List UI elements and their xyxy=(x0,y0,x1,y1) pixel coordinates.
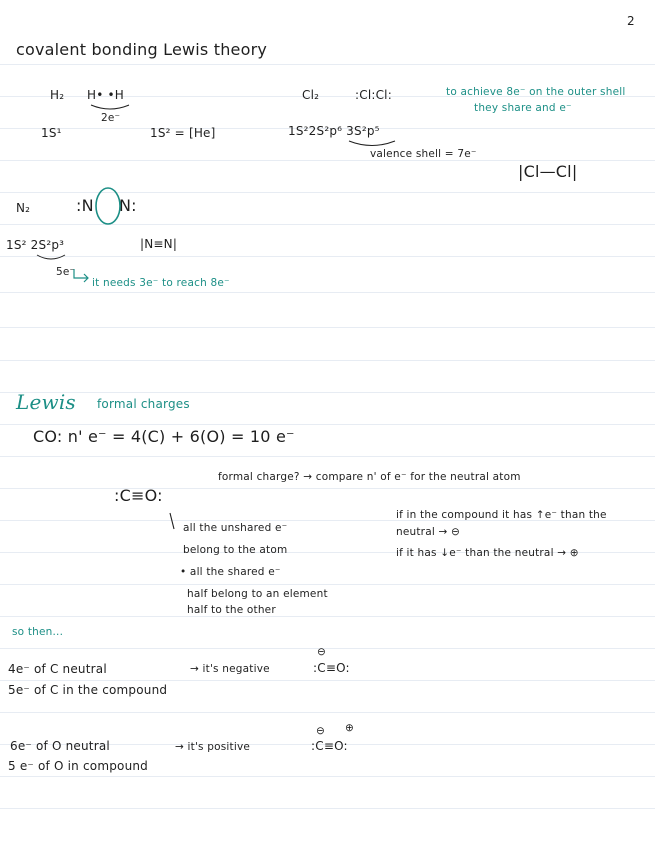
n2-lewis-left: :N xyxy=(76,196,94,215)
cl-note-line2: they share and e⁻ xyxy=(474,102,572,114)
c-charge: ⊖ xyxy=(317,646,326,658)
he-config: 1S² = [He] xyxy=(150,126,216,140)
rule-line xyxy=(0,360,655,361)
c-result: → it's negative xyxy=(190,663,270,675)
n-config-bracket xyxy=(36,254,66,262)
cl-note-line1: to achieve 8e⁻ on the outer shell xyxy=(446,86,626,98)
formal-heading-lewis: Lewis xyxy=(16,390,76,414)
rule1-line-a: all the unshared e⁻ xyxy=(183,522,288,534)
condition1-line-b: neutral → ⊖ xyxy=(396,526,461,538)
so-then: so then... xyxy=(12,626,64,638)
rule-line xyxy=(0,616,655,617)
rule-line xyxy=(0,456,655,457)
n-valence: 5e⁻ xyxy=(56,266,76,278)
rule-line xyxy=(0,160,655,161)
condition1-line-a: if in the compound it has ↑e⁻ than the xyxy=(396,509,607,521)
o-charge-o: ⊕ xyxy=(345,722,354,734)
co-structure: :C≡O: xyxy=(114,486,163,505)
o-charge-c: ⊖ xyxy=(316,725,325,737)
cl2-label: Cl₂ xyxy=(302,88,320,102)
h2-electrons: 2e⁻ xyxy=(101,112,121,124)
formal-question: formal charge? → compare n' of e⁻ for the neutral atom xyxy=(218,471,521,483)
cl2-bond: |Cl—Cl| xyxy=(518,162,578,181)
rule-line xyxy=(0,327,655,328)
rule-line xyxy=(0,256,655,257)
rule-line xyxy=(0,712,655,713)
o-neutral: 6e⁻ of O neutral xyxy=(10,739,110,753)
covalent-heading: covalent bonding Lewis theory xyxy=(16,40,268,59)
pointer-icon xyxy=(168,512,180,530)
rule2-line-c: half to the other xyxy=(187,604,276,616)
n2-lewis-right: N: xyxy=(119,196,137,215)
c-neutral: 4e⁻ of C neutral xyxy=(8,662,107,676)
c-compound: 5e⁻ of C in the compound xyxy=(8,683,168,697)
rule2-line-a: • all the shared e⁻ xyxy=(180,566,281,578)
condition2: if it has ↓e⁻ than the neutral → ⊕ xyxy=(396,547,579,559)
o-result: → it's positive xyxy=(175,741,251,753)
rule-line xyxy=(0,808,655,809)
shared-pair-oval xyxy=(94,186,122,226)
n2-bond: |N≡N| xyxy=(140,237,178,251)
n-config: 1S² 2S²p³ xyxy=(6,238,65,252)
o-compound: 5 e⁻ of O in compound xyxy=(8,759,148,773)
rule1-line-b: belong to the atom xyxy=(183,544,288,556)
h2-lewis: H• •H xyxy=(87,88,125,102)
rule-line xyxy=(0,392,655,393)
rule-line xyxy=(0,292,655,293)
rule2-line-b: half belong to an element xyxy=(187,588,328,600)
rule-line xyxy=(0,424,655,425)
co-count: CO: n' e⁻ = 4(C) + 6(O) = 10 e⁻ xyxy=(33,427,295,446)
c-structure: :C≡O: xyxy=(313,661,350,675)
rule-line xyxy=(0,680,655,681)
rule-line xyxy=(0,584,655,585)
rule-line xyxy=(0,648,655,649)
valence-note: valence shell = 7e⁻ xyxy=(370,148,477,160)
cl2-lewis: :Cl:Cl: xyxy=(355,88,392,102)
n2-label: N₂ xyxy=(16,201,31,215)
o-structure: :C≡O: xyxy=(311,739,348,753)
arrow-icon xyxy=(72,268,92,284)
rule-line xyxy=(0,776,655,777)
page-number: 2 xyxy=(627,14,635,28)
rule-line xyxy=(0,488,655,489)
h2-label: H₂ xyxy=(50,88,65,102)
formal-heading-rest: formal charges xyxy=(97,397,190,411)
h-config: 1S¹ xyxy=(41,126,62,140)
cl-config: 1S²2S²p⁶ 3S²p⁵ xyxy=(288,124,380,138)
rule-line xyxy=(0,64,655,65)
n-note: it needs 3e⁻ to reach 8e⁻ xyxy=(92,277,230,289)
